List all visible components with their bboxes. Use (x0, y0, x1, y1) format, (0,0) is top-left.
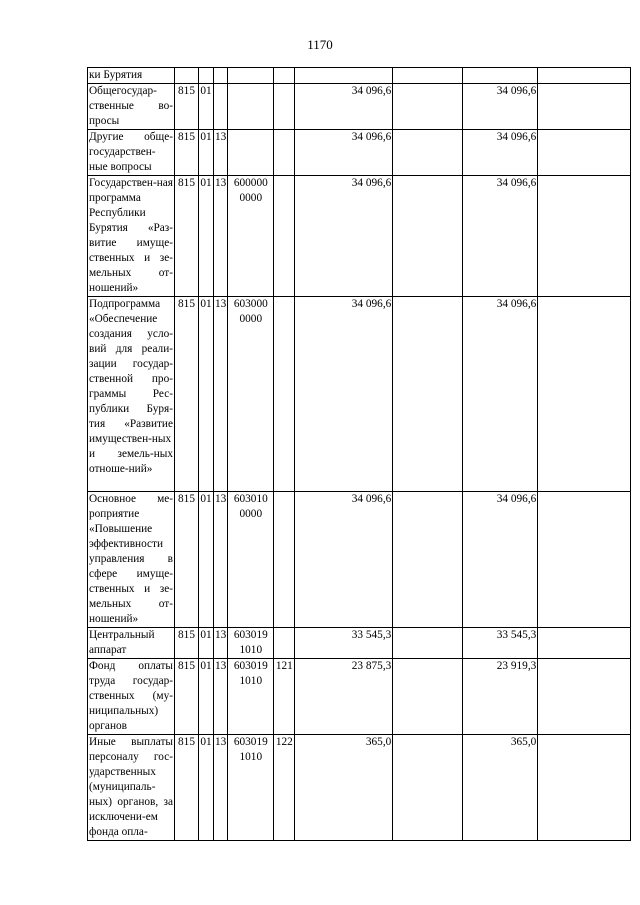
section-code-cell: 01 (199, 130, 214, 176)
amount-total-cell (463, 68, 538, 84)
expense-type-cell: 122 (274, 735, 295, 841)
amount-change-cell (393, 297, 463, 492)
amount-extra-cell (538, 130, 631, 176)
section-code-cell: 01 (199, 84, 214, 130)
amount-extra-cell (538, 176, 631, 297)
amount-change-cell (393, 628, 463, 659)
target-article-cell: 600000 0000 (228, 176, 274, 297)
amount-extra-cell (538, 735, 631, 841)
target-article-cell (228, 68, 274, 84)
amount-cell: 34 096,6 (295, 297, 393, 492)
expense-type-cell (274, 492, 295, 628)
amount-cell: 365,0 (295, 735, 393, 841)
amount-change-cell (393, 735, 463, 841)
amount-cell: 34 096,6 (295, 176, 393, 297)
expense-type-cell: 121 (274, 659, 295, 735)
amount-change-cell (393, 130, 463, 176)
amount-change-cell (393, 492, 463, 628)
row-name-cell: Иные выплаты персоналу гос-ударственных (муниципаль-ных) органов, за исключени-ем фонда опла- (88, 735, 175, 841)
table-row (88, 297, 631, 492)
row-name-cell: Подпрограмма «Обеспечение создания усло-вий для реали-зации государ-ственной про-граммы Рес-публики Буря-тия «Развитие имуществен-ных и земель-ных отноше-ний» (88, 297, 175, 492)
expense-type-cell (274, 297, 295, 492)
grbs-code-cell: 815 (175, 297, 199, 492)
target-article-cell (228, 84, 274, 130)
table-row (88, 492, 631, 628)
row-name-cell: Фонд оплаты труда государ-ственных (му-ниципальных) органов (88, 659, 175, 735)
subsection-code-cell: 13 (214, 297, 228, 492)
amount-total-cell: 34 096,6 (463, 297, 538, 492)
expense-type-cell (274, 68, 295, 84)
subsection-code-cell: 13 (214, 659, 228, 735)
subsection-code-cell: 13 (214, 628, 228, 659)
grbs-code-cell: 815 (175, 628, 199, 659)
amount-cell: 34 096,6 (295, 84, 393, 130)
section-code-cell (199, 68, 214, 84)
amount-total-cell: 34 096,6 (463, 84, 538, 130)
table-row (88, 628, 631, 659)
amount-cell: 23 875,3 (295, 659, 393, 735)
amount-extra-cell (538, 68, 631, 84)
subsection-code-cell: 13 (214, 735, 228, 841)
grbs-code-cell: 815 (175, 659, 199, 735)
target-article-cell: 603019 1010 (228, 628, 274, 659)
target-article-cell: 603019 1010 (228, 735, 274, 841)
amount-change-cell (393, 68, 463, 84)
subsection-code-cell (214, 68, 228, 84)
row-name-cell: ки Бурятия (88, 68, 175, 84)
amount-extra-cell (538, 628, 631, 659)
expense-type-cell (274, 176, 295, 297)
row-name-cell: Основное ме-роприятие «Повышение эффективности управления в сфере имуще-ственных и зе-мельных от-ношений» (88, 492, 175, 628)
amount-cell (295, 68, 393, 84)
expense-type-cell (274, 130, 295, 176)
target-article-cell (228, 130, 274, 176)
amount-total-cell: 365,0 (463, 735, 538, 841)
amount-total-cell: 23 919,3 (463, 659, 538, 735)
grbs-code-cell: 815 (175, 84, 199, 130)
page-bottom-edge (87, 834, 630, 835)
amount-change-cell (393, 176, 463, 297)
table-row (88, 176, 631, 297)
target-article-cell: 603019 1010 (228, 659, 274, 735)
amount-extra-cell (538, 297, 631, 492)
row-name-cell: Другие обще-государствен-ные вопросы (88, 130, 175, 176)
subsection-code-cell (214, 84, 228, 130)
section-code-cell: 01 (199, 492, 214, 628)
target-article-cell: 603000 0000 (228, 297, 274, 492)
amount-total-cell: 34 096,6 (463, 492, 538, 628)
expense-type-cell (274, 628, 295, 659)
amount-cell: 34 096,6 (295, 130, 393, 176)
amount-cell: 34 096,6 (295, 492, 393, 628)
section-code-cell: 01 (199, 297, 214, 492)
amount-cell: 33 545,3 (295, 628, 393, 659)
target-article-cell: 603010 0000 (228, 492, 274, 628)
section-code-cell: 01 (199, 628, 214, 659)
grbs-code-cell: 815 (175, 492, 199, 628)
section-code-cell: 01 (199, 659, 214, 735)
row-name-cell: Центральный аппарат (88, 628, 175, 659)
amount-extra-cell (538, 492, 631, 628)
amount-total-cell: 33 545,3 (463, 628, 538, 659)
amount-extra-cell (538, 659, 631, 735)
table-row (88, 68, 631, 84)
amount-total-cell: 34 096,6 (463, 130, 538, 176)
page-number: 1170 (307, 37, 333, 52)
grbs-code-cell: 815 (175, 735, 199, 841)
grbs-code-cell: 815 (175, 176, 199, 297)
table-row (88, 130, 631, 176)
amount-total-cell: 34 096,6 (463, 176, 538, 297)
amount-change-cell (393, 659, 463, 735)
subsection-code-cell: 13 (214, 130, 228, 176)
row-name-cell: Государствен-ная программа Республики Бурятия «Раз-витие имуще-ственных и зе-мельных от-ношений» (88, 176, 175, 297)
section-code-cell: 01 (199, 176, 214, 297)
table-row (88, 735, 631, 841)
table-row (88, 659, 631, 735)
grbs-code-cell: 815 (175, 130, 199, 176)
subsection-code-cell: 13 (214, 176, 228, 297)
row-name-cell: Общегосудар-ственные во-просы (88, 84, 175, 130)
grbs-code-cell (175, 68, 199, 84)
amount-extra-cell (538, 84, 631, 130)
budget-table (87, 67, 631, 841)
expense-type-cell (274, 84, 295, 130)
section-code-cell: 01 (199, 735, 214, 841)
subsection-code-cell: 13 (214, 492, 228, 628)
amount-change-cell (393, 84, 463, 130)
table-row (88, 84, 631, 130)
